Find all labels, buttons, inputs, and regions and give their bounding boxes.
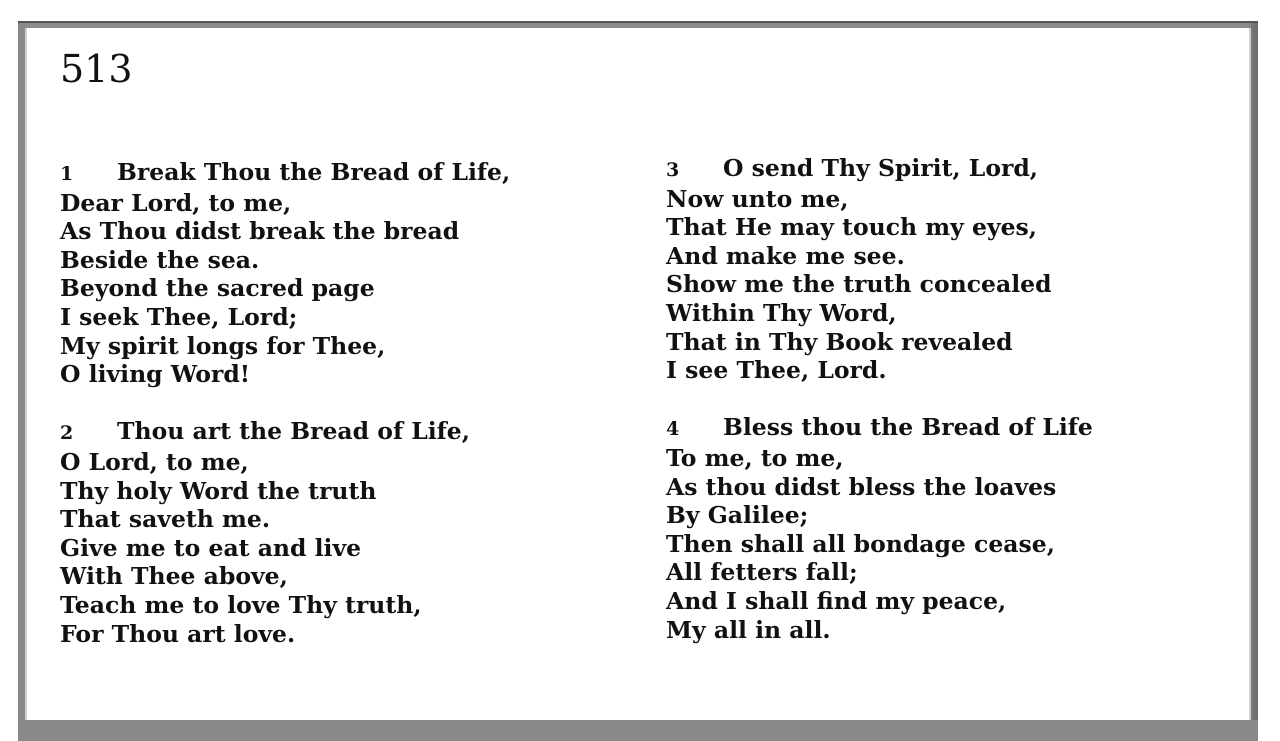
stanza-first-line (60, 417, 510, 448)
lyric-line: Thy holy Word the truth (60, 476, 377, 505)
verse-number: 3 (666, 159, 680, 181)
lyric-line: Now unto me, (666, 184, 849, 213)
lyric-line: That in Thy Book revealed (666, 327, 1013, 356)
page-shadow (1251, 23, 1258, 720)
lyric-line: Then shall all bondage cease, (666, 529, 1055, 558)
lyric-line: Within Thy Word, (666, 298, 897, 327)
left-column (60, 158, 510, 677)
lyric-line: Show me the truth concealed (666, 270, 1052, 299)
lyric-line: Give me to eat and live (60, 533, 362, 562)
stanza-first-line (666, 413, 1093, 444)
lyric-line: Break Thou the Bread of Life, (117, 158, 511, 186)
stanza-first-line (666, 154, 1093, 185)
stanza-first-line (60, 158, 510, 189)
lyric-line: By Galilee; (666, 501, 809, 530)
verse-number: 4 (666, 418, 680, 441)
lyric-line: As Thou didst break the bread (60, 217, 460, 246)
lyric-line: For Thou art love. (60, 619, 296, 648)
stanza-3 (666, 154, 1093, 385)
lyric-line: Beyond the sacred page (60, 274, 375, 303)
lyric-line: All fetters fall; (666, 558, 858, 587)
hymn-number: 513 (60, 47, 133, 91)
lyric-line: That saveth me. (60, 505, 271, 534)
lyric-line: Bless thou the Bread of Life (723, 413, 1093, 442)
lyric-line: Thou art the Bread of Life, (117, 417, 470, 446)
stanza-1 (60, 158, 510, 389)
lyric-line: With Thee above, (60, 562, 288, 591)
lyric-line: That He may touch my eyes, (666, 213, 1037, 242)
lyric-line: Teach me to love Thy truth, (60, 590, 422, 619)
lyric-line: To me, to me, (666, 443, 844, 472)
lyric-line: And I shall find my peace, (666, 586, 1007, 615)
lyric-line: O living Word! (60, 360, 251, 389)
lyric-line: As thou didst bless the loaves (666, 472, 1057, 501)
right-column (666, 154, 1093, 673)
lyric-line: O Lord, to me, (60, 447, 249, 476)
verse-number: 1 (60, 163, 74, 185)
verse-number: 2 (60, 422, 74, 445)
lyric-line: O send Thy Spirit, Lord, (723, 154, 1038, 182)
stanza-4 (666, 413, 1093, 644)
stanza-2 (60, 417, 510, 648)
lyric-line: Beside the sea. (60, 245, 260, 274)
lyric-line: I seek Thee, Lord; (60, 302, 298, 331)
lyric-line: And make me see. (666, 241, 905, 270)
lyric-line: Dear Lord, to me, (60, 188, 292, 217)
lyric-line: My spirit longs for Thee, (60, 331, 386, 360)
lyric-line: My all in all. (666, 615, 831, 644)
lyric-line: I see Thee, Lord. (666, 356, 887, 385)
